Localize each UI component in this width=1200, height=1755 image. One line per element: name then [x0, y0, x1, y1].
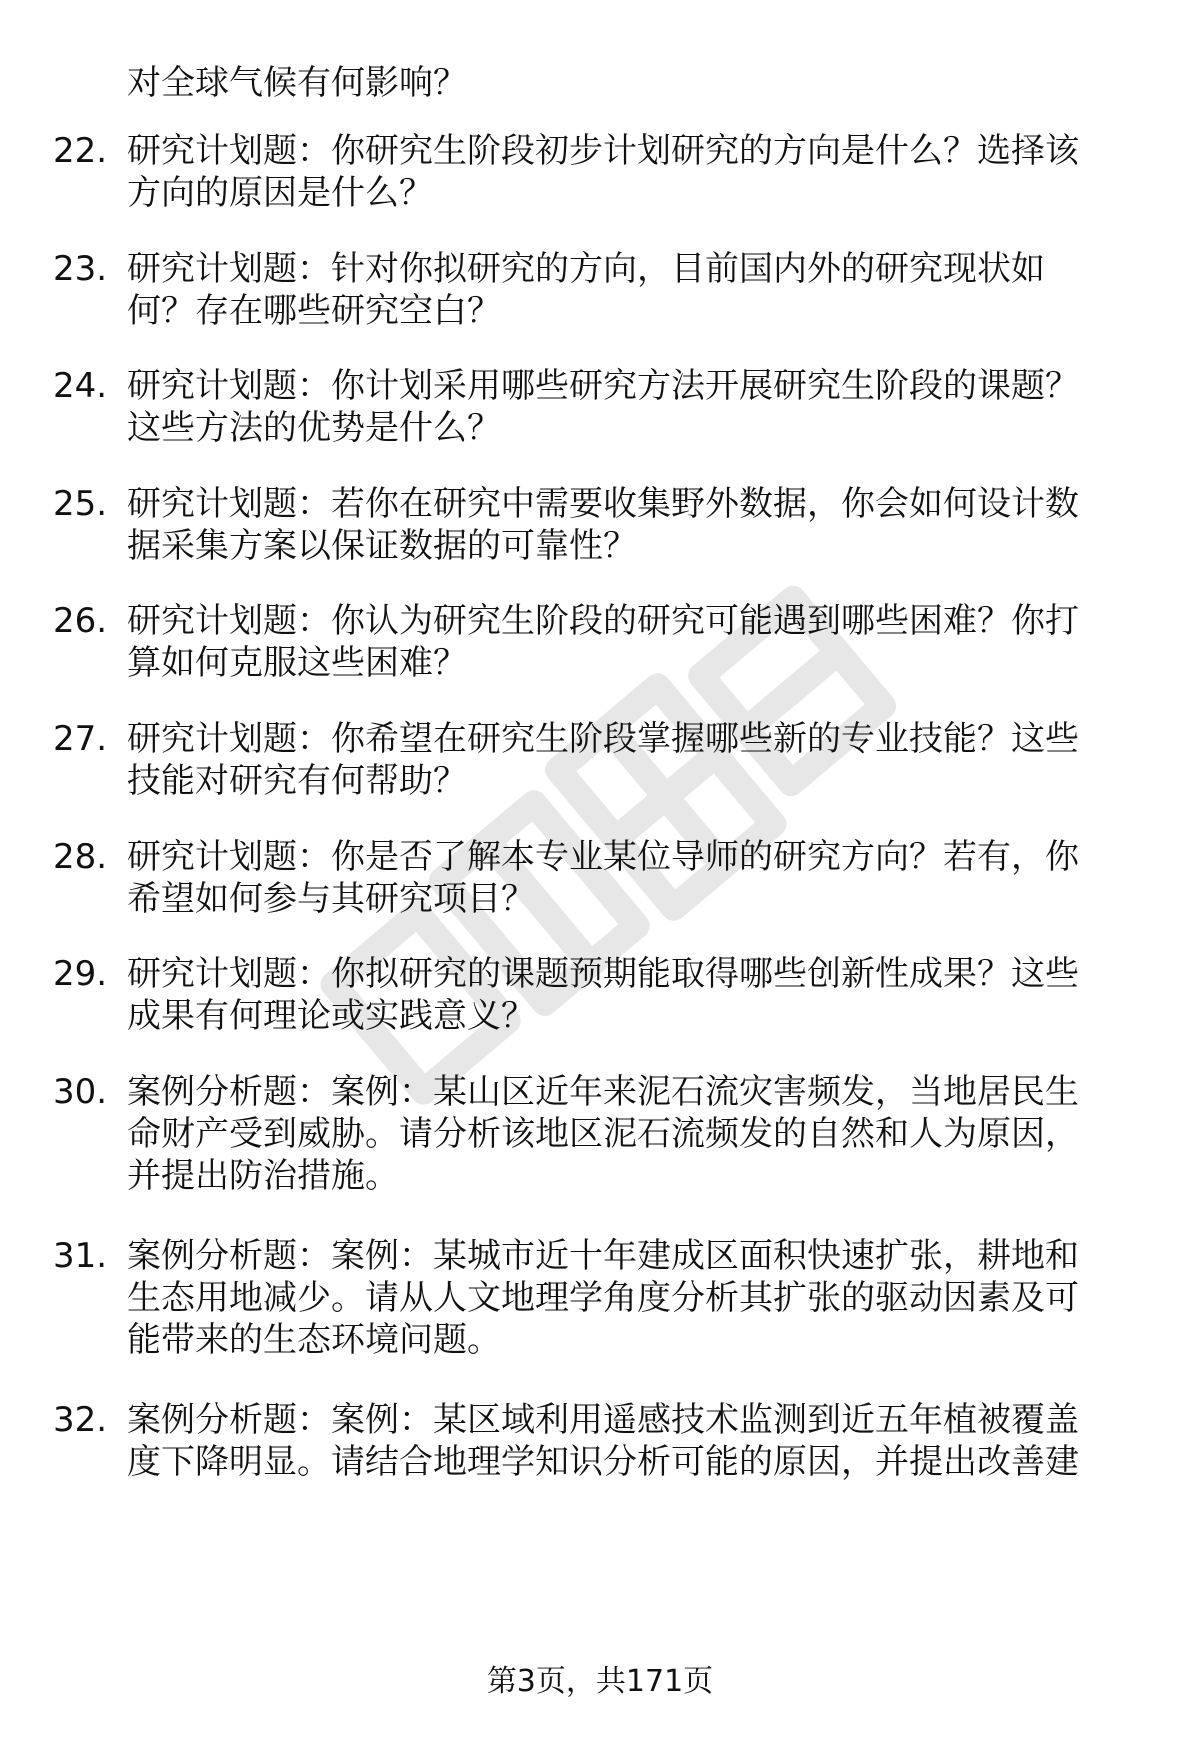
question-text-line: 研究计划题：你拟研究的课题预期能取得哪些创新性成果？这些: [127, 954, 1079, 994]
continuation-text: 对全球气候有何影响？: [127, 63, 467, 103]
question-text-line: 案例分析题：案例：某区域利用遥感技术监测到近五年植被覆盖: [127, 1400, 1079, 1440]
question-text-line: 研究计划题：针对你拟研究的方向，目前国内外的研究现状如: [127, 249, 1045, 289]
question-text-line: 研究计划题：你是否了解本专业某位导师的研究方向？若有，你: [127, 837, 1079, 877]
question-number: 22.: [53, 131, 108, 171]
question-text-line: 生态用地减少。请从人文地理学角度分析其扩张的驱动因素及可: [127, 1278, 1079, 1318]
question-text-line: 度下降明显。请结合地理学知识分析可能的原因，并提出改善建: [127, 1442, 1079, 1482]
question-number: 24.: [53, 366, 108, 406]
question-text-line: 研究计划题：你计划采用哪些研究方法开展研究生阶段的课题？: [127, 366, 1079, 406]
page-footer: 第3页，共171页: [486, 1664, 714, 1699]
question-text-line: 这些方法的优势是什么？: [127, 408, 501, 448]
question-number: 32.: [53, 1400, 108, 1440]
question-number: 26.: [53, 601, 108, 641]
question-text-line: 算如何克服这些困难？: [127, 643, 467, 683]
question-text-line: 技能对研究有何帮助？: [127, 761, 467, 801]
question-number: 30.: [53, 1072, 108, 1112]
question-number: 29.: [53, 954, 108, 994]
question-text-line: 案例分析题：案例：某城市近十年建成区面积快速扩张，耕地和: [127, 1236, 1079, 1276]
question-number: 31.: [53, 1236, 108, 1276]
question-text-line: 研究计划题：你认为研究生阶段的研究可能遇到哪些困难？你打: [127, 601, 1079, 641]
question-text-line: 方向的原因是什么？: [127, 173, 433, 213]
question-text-line: 命财产受到威胁。请分析该地区泥石流频发的自然和人为原因，: [127, 1114, 1079, 1154]
question-number: 25.: [53, 484, 108, 524]
question-text-line: 并提出防治措施。: [127, 1156, 399, 1196]
question-text-line: 研究计划题：若你在研究中需要收集野外数据，你会如何设计数: [127, 484, 1079, 524]
question-text-line: 研究计划题：你希望在研究生阶段掌握哪些新的专业技能？这些: [127, 719, 1079, 759]
question-number: 23.: [53, 249, 108, 289]
question-text-line: 案例分析题：案例：某山区近年来泥石流灾害频发，当地居民生: [127, 1072, 1079, 1112]
question-text-line: 成果有何理论或实践意义？: [127, 996, 535, 1036]
question-text-line: 能带来的生态环境问题。: [127, 1320, 501, 1360]
question-text-line: 研究计划题：你研究生阶段初步计划研究的方向是什么？选择该: [127, 131, 1079, 171]
question-number: 27.: [53, 719, 108, 759]
question-text-line: 据采集方案以保证数据的可靠性？: [127, 526, 637, 566]
question-text-line: 何？存在哪些研究空白？: [127, 291, 501, 331]
question-number: 28.: [53, 837, 108, 877]
question-text-line: 希望如何参与其研究项目？: [127, 879, 535, 919]
